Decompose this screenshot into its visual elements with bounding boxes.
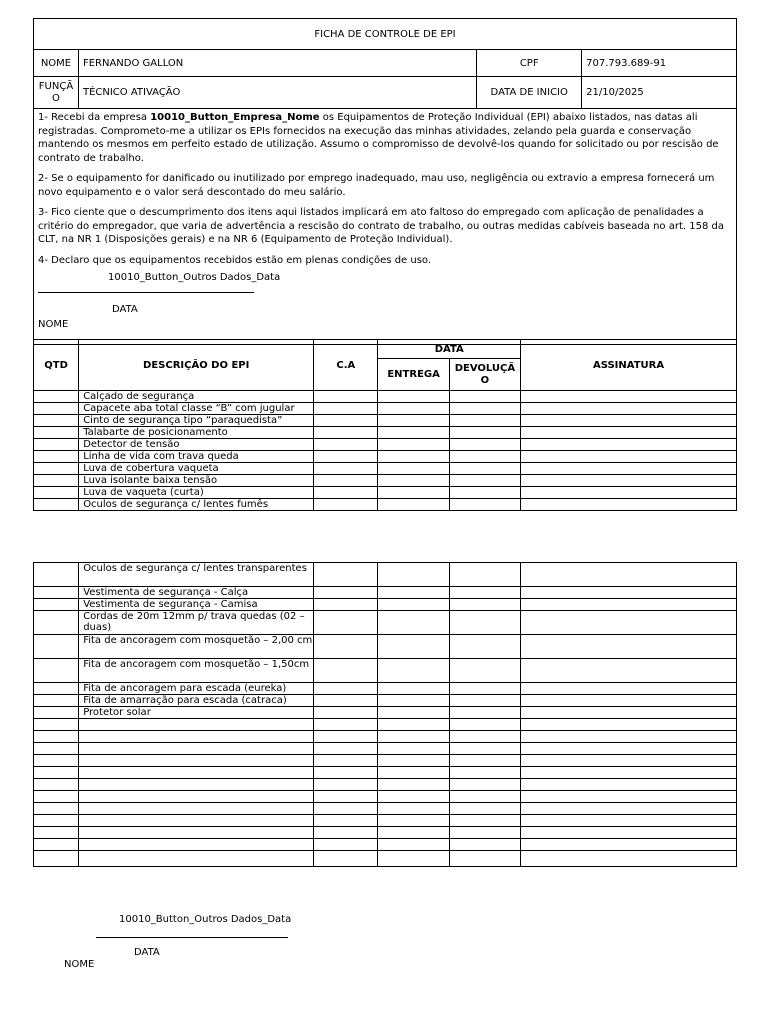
table-row xyxy=(34,439,737,451)
entrega-cell[interactable] xyxy=(378,475,449,487)
ca-cell[interactable] xyxy=(314,487,378,499)
assinatura-cell[interactable] xyxy=(521,779,737,791)
page-title: FICHA DE CONTROLE DE EPI xyxy=(34,19,737,50)
ca-cell[interactable] xyxy=(314,587,378,599)
devolucao-cell[interactable] xyxy=(449,403,520,415)
devolucao-cell[interactable] xyxy=(449,587,520,599)
table-row xyxy=(34,803,737,815)
assinatura-cell[interactable] xyxy=(521,415,737,427)
qtd-cell[interactable] xyxy=(34,415,79,427)
desc-cell: Talabarte de posicionamento xyxy=(79,427,314,439)
desc-cell xyxy=(79,719,314,731)
qtd-cell[interactable] xyxy=(34,451,79,463)
desc-cell xyxy=(79,755,314,767)
desc-cell xyxy=(79,743,314,755)
ca-cell[interactable] xyxy=(314,415,378,427)
company-name: 10010_Button_Empresa_Nome xyxy=(150,112,320,123)
ca-cell[interactable] xyxy=(314,439,378,451)
declaration-p1 xyxy=(38,111,732,165)
entrega-cell[interactable] xyxy=(378,851,449,867)
desc-cell xyxy=(79,767,314,779)
entrega-cell[interactable] xyxy=(378,427,449,439)
devolucao-cell[interactable] xyxy=(449,391,520,403)
table-row xyxy=(34,839,737,851)
qtd-cell[interactable] xyxy=(34,475,79,487)
devolucao-cell[interactable] xyxy=(449,415,520,427)
devolucao-cell[interactable] xyxy=(449,719,520,731)
qtd-cell[interactable] xyxy=(34,683,79,695)
entrega-cell[interactable] xyxy=(378,611,449,635)
devolucao-cell[interactable] xyxy=(449,563,520,587)
funcao-label-part2: O xyxy=(52,92,60,104)
assinatura-cell[interactable] xyxy=(521,463,737,475)
table-row xyxy=(34,499,737,511)
qtd-cell[interactable] xyxy=(34,743,79,755)
desc-cell: Oculos de segurança c/ lentes fumês xyxy=(79,499,314,511)
col-header-descricao: DESCRIÇÃO DO EPI xyxy=(79,340,314,391)
nome-label: NOME xyxy=(34,50,79,77)
signature-nome-label: NOME xyxy=(38,319,69,330)
assinatura-cell[interactable] xyxy=(521,475,737,487)
qtd-cell[interactable] xyxy=(34,391,79,403)
qtd-cell[interactable] xyxy=(34,779,79,791)
qtd-cell[interactable] xyxy=(34,403,79,415)
desc-cell: Calçado de segurança xyxy=(79,391,314,403)
devolucao-cell[interactable] xyxy=(449,487,520,499)
desc-cell xyxy=(79,779,314,791)
assinatura-cell[interactable] xyxy=(521,427,737,439)
assinatura-cell[interactable] xyxy=(521,743,737,755)
qtd-cell[interactable] xyxy=(34,487,79,499)
declaration-p1-suffix: os Equipamentos de Proteção Individual (EPI) abaixo listados, nas datas ali registradas. Comprometo-me a utilizar os EPIs fornecidos na execução das minhas atividades, zelando pela guarda e conservação mantendo os mesmos em perfeito estado de utilização. Assumo o compromisso de devolvê-los quando for solicitado ou por rescisão de contrato de trabalho. xyxy=(38,112,719,164)
devolucao-cell[interactable] xyxy=(449,599,520,611)
assinatura-cell[interactable] xyxy=(521,451,737,463)
ca-cell[interactable] xyxy=(314,743,378,755)
ca-cell[interactable] xyxy=(314,403,378,415)
table-row xyxy=(34,487,737,499)
entrega-cell[interactable] xyxy=(378,439,449,451)
ca-cell[interactable] xyxy=(314,755,378,767)
desc-cell: Vestimenta de segurança - Calça xyxy=(79,587,314,599)
table-row xyxy=(34,391,737,403)
epi-table-page1 xyxy=(33,339,737,511)
assinatura-cell[interactable] xyxy=(521,439,737,451)
ca-cell[interactable] xyxy=(314,599,378,611)
col-header-qtd: QTD xyxy=(34,340,79,391)
ca-cell[interactable] xyxy=(314,779,378,791)
desc-cell: Cordas de 20m 12mm p/ trava quedas (02 – duas) xyxy=(79,611,314,635)
assinatura-cell[interactable] xyxy=(521,851,737,867)
assinatura-cell[interactable] xyxy=(521,791,737,803)
desc-cell: Oculos de segurança c/ lentes transparentes xyxy=(79,563,314,587)
qtd-cell[interactable] xyxy=(34,731,79,743)
entrega-cell[interactable] xyxy=(378,695,449,707)
table-row xyxy=(34,563,737,587)
devolucao-cell[interactable] xyxy=(449,803,520,815)
qtd-cell[interactable] xyxy=(34,767,79,779)
signature-block-top xyxy=(38,274,732,344)
assinatura-cell[interactable] xyxy=(521,719,737,731)
desc-cell: Fita de ancoragem para escada (eureka) xyxy=(79,683,314,695)
qtd-cell[interactable] xyxy=(34,851,79,867)
qtd-cell[interactable] xyxy=(34,659,79,683)
devolucao-cell[interactable] xyxy=(449,779,520,791)
assinatura-cell[interactable] xyxy=(521,659,737,683)
assinatura-cell[interactable] xyxy=(521,391,737,403)
qtd-cell[interactable] xyxy=(34,439,79,451)
entrega-cell[interactable] xyxy=(378,635,449,659)
desc-cell: Cinto de segurança tipo “paraquedista” xyxy=(79,415,314,427)
devolucao-part1: DEVOLUÇÃ xyxy=(454,362,516,374)
desc-cell: Vestimenta de segurança - Camisa xyxy=(79,599,314,611)
assinatura-cell[interactable] xyxy=(521,803,737,815)
qtd-cell[interactable] xyxy=(34,635,79,659)
table-row xyxy=(34,851,737,867)
assinatura-cell[interactable] xyxy=(521,695,737,707)
entrega-cell[interactable] xyxy=(378,743,449,755)
table-row xyxy=(34,635,737,659)
table-row xyxy=(34,463,737,475)
table-row xyxy=(34,791,737,803)
desc-cell: Luva de vaqueta (curta) xyxy=(79,487,314,499)
entrega-cell[interactable] xyxy=(378,803,449,815)
funcao-label-part1: FUNÇÃ xyxy=(38,80,74,92)
desc-cell: Capacete aba total classe “B” com jugular xyxy=(79,403,314,415)
assinatura-cell[interactable] xyxy=(521,707,737,719)
ca-cell[interactable] xyxy=(314,611,378,635)
devolucao-cell[interactable] xyxy=(449,451,520,463)
table-row xyxy=(34,587,737,599)
ca-cell[interactable] xyxy=(314,731,378,743)
entrega-cell[interactable] xyxy=(378,815,449,827)
assinatura-cell[interactable] xyxy=(521,635,737,659)
epi-table-page2 xyxy=(33,562,737,867)
table-row xyxy=(34,827,737,839)
col-header-devolucao xyxy=(449,359,520,391)
cpf-label: CPF xyxy=(477,50,582,77)
bottom-signature-nome-label: NOME xyxy=(64,959,95,970)
qtd-cell[interactable] xyxy=(34,499,79,511)
table-row xyxy=(34,755,737,767)
ca-cell[interactable] xyxy=(314,815,378,827)
assinatura-cell[interactable] xyxy=(521,499,737,511)
table-row xyxy=(34,815,737,827)
table-row xyxy=(34,475,737,487)
qtd-cell[interactable] xyxy=(34,599,79,611)
devolucao-cell[interactable] xyxy=(449,659,520,683)
ca-cell[interactable] xyxy=(314,427,378,439)
ca-cell[interactable] xyxy=(314,719,378,731)
data-inicio-value: 21/10/2025 xyxy=(582,77,737,109)
ca-cell[interactable] xyxy=(314,707,378,719)
assinatura-cell[interactable] xyxy=(521,827,737,839)
ca-cell[interactable] xyxy=(314,827,378,839)
desc-cell: Linha de vida com trava queda xyxy=(79,451,314,463)
ca-cell[interactable] xyxy=(314,475,378,487)
devolucao-cell[interactable] xyxy=(449,839,520,851)
ca-cell[interactable] xyxy=(314,791,378,803)
desc-cell: Protetor solar xyxy=(79,707,314,719)
assinatura-cell[interactable] xyxy=(521,563,737,587)
col-header-assinatura: ASSINATURA xyxy=(521,340,737,391)
table-row xyxy=(34,427,737,439)
qtd-cell[interactable] xyxy=(34,827,79,839)
qtd-cell[interactable] xyxy=(34,791,79,803)
devolucao-cell[interactable] xyxy=(449,611,520,635)
declaration-p2: 2- Se o equipamento for danificado ou inutilizado por emprego inadequado, mau uso, negligência ou extravio a empresa fornecerá um novo equipamento e o valor será descontado do meu salário. xyxy=(38,173,715,198)
cpf-value: 707.793.689-91 xyxy=(582,50,737,77)
assinatura-cell[interactable] xyxy=(521,611,737,635)
col-header-ca: C.A xyxy=(314,340,378,391)
entrega-cell[interactable] xyxy=(378,599,449,611)
qtd-cell[interactable] xyxy=(34,803,79,815)
desc-cell: Fita de ancoragem com mosquetão – 1,50cm xyxy=(79,659,314,683)
devolucao-cell[interactable] xyxy=(449,683,520,695)
entrega-cell[interactable] xyxy=(378,707,449,719)
desc-cell xyxy=(79,803,314,815)
ca-cell[interactable] xyxy=(314,563,378,587)
entrega-cell[interactable] xyxy=(378,839,449,851)
ca-cell[interactable] xyxy=(314,451,378,463)
entrega-cell[interactable] xyxy=(378,403,449,415)
entrega-cell[interactable] xyxy=(378,683,449,695)
qtd-cell[interactable] xyxy=(34,463,79,475)
desc-cell xyxy=(79,791,314,803)
devolucao-cell[interactable] xyxy=(449,463,520,475)
col-header-data: DATA xyxy=(378,340,521,359)
devolucao-cell[interactable] xyxy=(449,475,520,487)
qtd-cell[interactable] xyxy=(34,755,79,767)
entrega-cell[interactable] xyxy=(378,499,449,511)
table-row xyxy=(34,611,737,635)
qtd-cell[interactable] xyxy=(34,719,79,731)
ca-cell[interactable] xyxy=(314,391,378,403)
desc-cell: Fita de amarração para escada (catraca) xyxy=(79,695,314,707)
data-inicio-label: DATA DE INICIO xyxy=(477,77,582,109)
desc-cell: Luva de cobertura vaqueta xyxy=(79,463,314,475)
ca-cell[interactable] xyxy=(314,635,378,659)
entrega-cell[interactable] xyxy=(378,731,449,743)
devolucao-cell[interactable] xyxy=(449,695,520,707)
qtd-cell[interactable] xyxy=(34,427,79,439)
assinatura-cell[interactable] xyxy=(521,587,737,599)
entrega-cell[interactable] xyxy=(378,791,449,803)
bottom-signature-line xyxy=(96,937,288,938)
qtd-cell[interactable] xyxy=(34,815,79,827)
table-row xyxy=(34,403,737,415)
table-row xyxy=(34,707,737,719)
table-row xyxy=(34,415,737,427)
bottom-signature-data-label: DATA xyxy=(134,947,160,958)
desc-cell xyxy=(79,827,314,839)
entrega-cell[interactable] xyxy=(378,659,449,683)
assinatura-cell[interactable] xyxy=(521,599,737,611)
entrega-cell[interactable] xyxy=(378,415,449,427)
entrega-cell[interactable] xyxy=(378,587,449,599)
desc-cell: Fita de ancoragem com mosquetão – 2,00 cm xyxy=(79,635,314,659)
ca-cell[interactable] xyxy=(314,463,378,475)
table-row xyxy=(34,731,737,743)
desc-cell xyxy=(79,839,314,851)
ca-cell[interactable] xyxy=(314,803,378,815)
qtd-cell[interactable] xyxy=(34,839,79,851)
declaration-block xyxy=(34,109,737,345)
desc-cell xyxy=(79,851,314,867)
entrega-cell[interactable] xyxy=(378,391,449,403)
bottom-signature-date: 10010_Button_Outros Dados_Data xyxy=(119,914,292,925)
desc-cell xyxy=(79,731,314,743)
devolucao-cell[interactable] xyxy=(449,635,520,659)
table-row xyxy=(34,451,737,463)
ca-cell[interactable] xyxy=(314,659,378,683)
assinatura-cell[interactable] xyxy=(521,755,737,767)
ca-cell[interactable] xyxy=(314,839,378,851)
ca-cell[interactable] xyxy=(314,851,378,867)
qtd-cell[interactable] xyxy=(34,707,79,719)
ca-cell[interactable] xyxy=(314,695,378,707)
table-row xyxy=(34,683,737,695)
assinatura-cell[interactable] xyxy=(521,815,737,827)
entrega-cell[interactable] xyxy=(378,827,449,839)
assinatura-cell[interactable] xyxy=(521,731,737,743)
devolucao-cell[interactable] xyxy=(449,791,520,803)
funcao-label xyxy=(34,77,79,109)
devolucao-cell[interactable] xyxy=(449,755,520,767)
table-row xyxy=(34,695,737,707)
devolucao-cell[interactable] xyxy=(449,707,520,719)
qtd-cell[interactable] xyxy=(34,611,79,635)
entrega-cell[interactable] xyxy=(378,767,449,779)
devolucao-cell[interactable] xyxy=(449,815,520,827)
entrega-cell[interactable] xyxy=(378,487,449,499)
devolucao-cell[interactable] xyxy=(449,731,520,743)
devolucao-cell[interactable] xyxy=(449,743,520,755)
desc-cell xyxy=(79,815,314,827)
devolucao-cell[interactable] xyxy=(449,499,520,511)
devolucao-cell[interactable] xyxy=(449,767,520,779)
table-row xyxy=(34,767,737,779)
devolucao-part2: O xyxy=(480,374,490,386)
table-row xyxy=(34,599,737,611)
signature-line xyxy=(38,292,254,293)
entrega-cell[interactable] xyxy=(378,779,449,791)
assinatura-cell[interactable] xyxy=(521,839,737,851)
table-row xyxy=(34,719,737,731)
qtd-cell[interactable] xyxy=(34,587,79,599)
desc-cell: Luva isolante baixa tensão xyxy=(79,475,314,487)
qtd-cell[interactable] xyxy=(34,563,79,587)
entrega-cell[interactable] xyxy=(378,563,449,587)
table-row xyxy=(34,659,737,683)
devolucao-cell[interactable] xyxy=(449,827,520,839)
nome-value: FERNANDO GALLON xyxy=(78,50,476,77)
assinatura-cell[interactable] xyxy=(521,767,737,779)
declaration-p3: 3- Fico ciente que o descumprimento dos itens aqui listados implicará em ato faltoso do empregado com aplicação de penalidades a critério do empregador, que varia de advertência a rescisão do contrato de trabalho, ou outras medidas cabíveis baseada no art. 158 da CLT, na NR 1 (Disposições gerais) e na NR 6 (Equipamento de Proteção Individual). xyxy=(38,207,724,245)
funcao-value: TÉCNICO ATIVAÇÃO xyxy=(78,77,476,109)
header-table xyxy=(33,18,737,345)
qtd-cell[interactable] xyxy=(34,695,79,707)
declaration-p1-prefix: 1- Recebi da empresa xyxy=(38,112,151,123)
assinatura-cell[interactable] xyxy=(521,403,737,415)
table-row xyxy=(34,743,737,755)
col-header-entrega: ENTREGA xyxy=(378,359,449,391)
entrega-cell[interactable] xyxy=(378,719,449,731)
ca-cell[interactable] xyxy=(314,499,378,511)
ca-cell[interactable] xyxy=(314,767,378,779)
declaration-p4: 4- Declaro que os equipamentos recebidos estão em plenas condições de uso. xyxy=(38,254,432,266)
devolucao-cell[interactable] xyxy=(449,427,520,439)
assinatura-cell[interactable] xyxy=(521,487,737,499)
signature-date: 10010_Button_Outros Dados_Data xyxy=(108,272,281,283)
entrega-cell[interactable] xyxy=(378,463,449,475)
ca-cell[interactable] xyxy=(314,683,378,695)
table-row xyxy=(34,779,737,791)
devolucao-cell[interactable] xyxy=(449,851,520,867)
desc-cell: Detector de tensão xyxy=(79,439,314,451)
signature-data-label: DATA xyxy=(112,304,138,315)
entrega-cell[interactable] xyxy=(378,755,449,767)
devolucao-cell[interactable] xyxy=(449,439,520,451)
assinatura-cell[interactable] xyxy=(521,683,737,695)
entrega-cell[interactable] xyxy=(378,451,449,463)
